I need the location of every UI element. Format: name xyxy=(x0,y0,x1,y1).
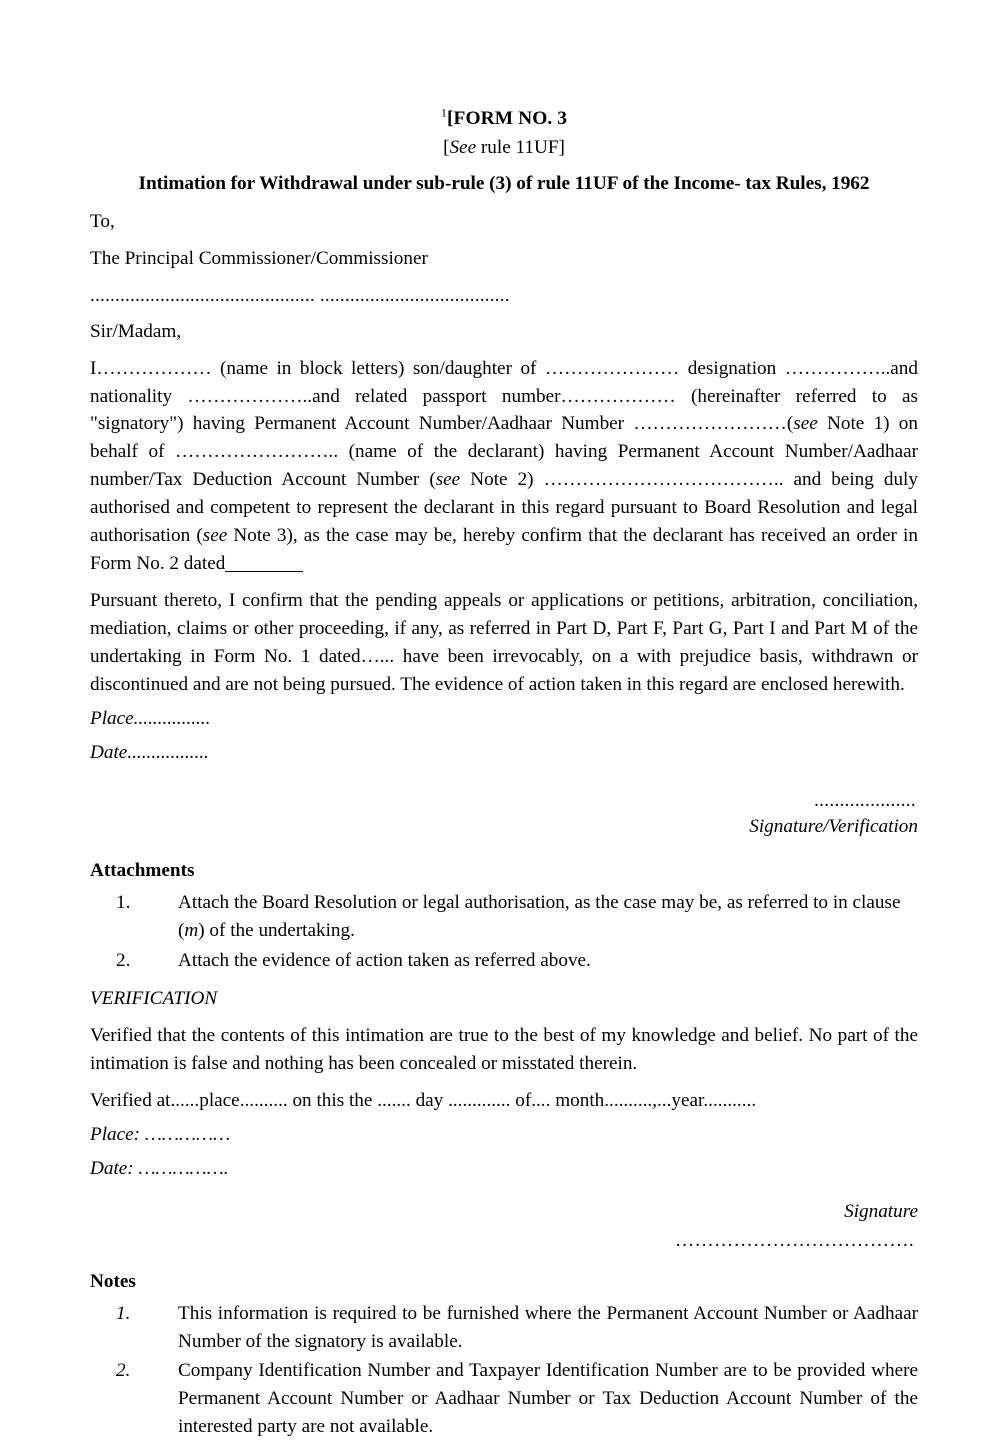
rule-reference-text: rule 11UF] xyxy=(476,137,565,159)
form-title-text: [FORM NO. 3 xyxy=(446,108,568,129)
declaration-paragraph xyxy=(90,355,918,579)
document-body xyxy=(90,105,918,1440)
note-number: 2. xyxy=(116,1360,131,1382)
date-line-upper: Date................. xyxy=(90,741,209,763)
signature-verification-block xyxy=(90,789,918,842)
to-label: To, xyxy=(90,210,115,232)
attachment-text-part-1: Attach the Board Resolution or legal authorisation, as the case may be, as referred to in clause ( xyxy=(178,892,901,941)
list-item xyxy=(90,947,918,975)
attachment-text: Attach the evidence of action taken as referred above. xyxy=(178,949,591,971)
list-item xyxy=(90,1300,918,1355)
form-title xyxy=(90,105,918,133)
pursuant-paragraph: Pursuant thereto, I confirm that the pending appeals or applications or petitions, arbitration, conciliation, mediation, claims or other proceeding, if any, as referred in Part D, Part F, Part G, Part I and Part M of the undertaking in Form No. 1 dated…... have been irrevocably, on a with prejudice basis, withdrawn or discontinued and are not being pursued. The evidence of action taken in this regard are enclosed herewith. xyxy=(90,590,918,695)
attachment-text xyxy=(178,889,918,944)
verification-statement: Verified that the contents of this intimation are true to the best of my knowledge and belief. No part of the intimation is false and nothing has been concealed or misstated therein. xyxy=(90,1024,918,1074)
see-word-1: see xyxy=(793,413,818,435)
rule-reference xyxy=(90,133,918,163)
note-text: Company Identification Number and Taxpayer Identification Number are to be provided where Permanent Account Number or Aadhaar Number or Tax Deduction Account Number of the interested party are not available. xyxy=(178,1360,918,1437)
note-text: This information is required to be furnished where the Permanent Account Number or Aadhaar Number of the signatory is available. xyxy=(178,1303,918,1352)
footnote-marker: 1 xyxy=(440,105,447,120)
place-line-upper: Place................ xyxy=(90,707,211,729)
signature-dots: ………………………………. xyxy=(675,1230,914,1252)
date-blank-field[interactable] xyxy=(225,571,303,572)
address-blank-line: ............................................. ...................................... xyxy=(90,284,510,306)
notes-heading: Notes xyxy=(90,1271,136,1293)
clause-letter: m xyxy=(184,919,199,941)
verification-heading: VERIFICATION xyxy=(90,988,218,1010)
date-line-lower: Date: ……………. xyxy=(90,1157,229,1179)
signature-verification-label: Signature/Verification xyxy=(749,815,918,837)
attachments-heading: Attachments xyxy=(90,860,195,882)
see-word: See xyxy=(449,137,477,159)
signature-block xyxy=(90,1198,918,1252)
bracket-open: [ xyxy=(443,137,450,159)
note-number: 1. xyxy=(116,1303,131,1325)
see-word-3: see xyxy=(202,525,228,547)
attachments-list xyxy=(90,889,918,974)
declaration-part-2: Note 1) on behalf of …………………….. (name of the declarant) having Permanent Account Number/Aadhaar number/Tax Deduction Account Number ( xyxy=(90,413,918,491)
place-line-lower: Place: …………… xyxy=(90,1123,231,1145)
notes-list xyxy=(90,1300,918,1440)
declaration-part-3: Note 2) ……………………………….. and being duly authorised and competent to represent the declarant in this regard pursuant to Board Resolution and legal authorisation ( xyxy=(90,469,918,547)
list-item xyxy=(90,889,918,944)
signature-label: Signature xyxy=(844,1201,918,1223)
declaration-part-4: Note 3), as the case may be, hereby confirm that the declarant has received an order in Form No. 2 dated xyxy=(90,525,918,575)
page-title: Intimation for Withdrawal under sub-rule (3) of rule 11UF of the Income- tax Rules, 1962 xyxy=(138,172,870,194)
see-word-2: see xyxy=(435,469,461,491)
list-item xyxy=(90,1357,918,1440)
attachment-number: 1. xyxy=(116,892,131,914)
declaration-part-1: I……………… (name in block letters) son/daughter of ………………… designation ……………..and nationality ………………..and related passport number……………… (hereinafter referred to as "signatory") having Permanent Account Number/Aadhaar Number ……………………( xyxy=(90,357,918,435)
signature-verification-dots: .................... xyxy=(814,789,916,811)
attachment-number: 2. xyxy=(116,949,131,971)
verified-at-line: Verified at......place.......... on this the ....... day ............. of.... month..........,...year........... xyxy=(90,1089,757,1111)
attachment-text-part-2: ) of the undertaking. xyxy=(198,919,355,941)
addressee-line: The Principal Commissioner/Commissioner xyxy=(90,247,428,269)
salutation: Sir/Madam, xyxy=(90,320,182,342)
